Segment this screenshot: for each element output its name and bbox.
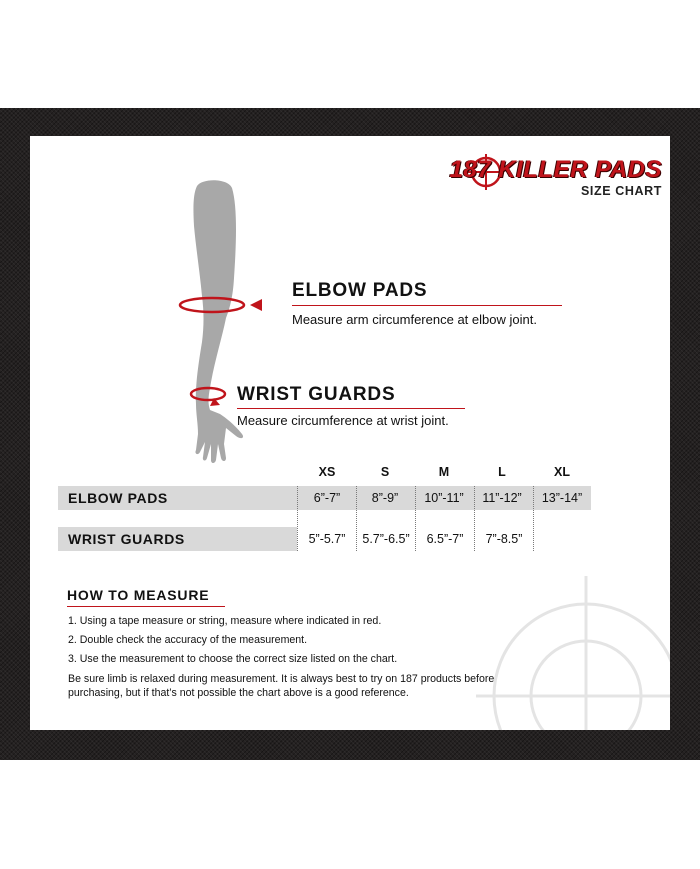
elbow-heading-rule [292,305,562,306]
table-cell: 6”-7” [313,491,341,505]
wrist-guards-instruction: Measure circumference at wrist joint. [237,413,449,428]
size-header-m: M [438,465,450,479]
measurement-note: Be sure limb is relaxed during measurement. It is always best to try on 187 products before purchasing, but if that’s not possible the chart above is a good reference. [68,673,495,699]
table-cell: 13”-14” [541,491,583,505]
table-cell: 5.7”-6.5” [356,527,416,551]
table-cell: 6.5”-7” [415,527,475,551]
brand-logo [449,156,662,202]
table-cell: 10”-11” [424,491,464,505]
column-divider [415,486,416,551]
chart-subtitle: SIZE CHART [581,184,662,198]
instruction-step: 1. Using a tape measure or string, measure where indicated in red. [68,615,382,627]
row-label-wrist: WRIST GUARDS [68,531,185,547]
table-cell: 11”-12” [482,491,522,505]
column-divider [297,486,298,551]
table-cell: 7”-8.5” [474,527,534,551]
size-header-s: S [380,465,390,479]
size-header-xl: XL [554,465,570,479]
table-cell: 8”-9” [371,491,399,505]
how-to-measure-heading: HOW TO MEASURE [67,587,210,603]
wrist-guards-heading: WRIST GUARDS [237,384,396,405]
wrist-heading-rule [237,408,465,409]
brand-name: 187 KILLER PADS [449,156,662,183]
elbow-pads-instruction: Measure arm circumference at elbow joint. [292,312,537,327]
row-label-elbow: ELBOW PADS [68,490,168,506]
size-chart-panel [30,136,670,730]
how-to-heading-rule [67,606,225,607]
size-header-xs: XS [318,465,336,479]
column-divider [533,486,534,551]
table-cell: 5”-5.7” [297,527,357,551]
instruction-step: 2. Double check the accuracy of the measurement. [68,634,308,646]
size-header-l: L [498,465,506,479]
instruction-step: 3. Use the measurement to choose the correct size listed on the chart. [68,653,398,665]
column-divider [356,486,357,551]
elbow-pads-heading: ELBOW PADS [292,280,428,301]
crosshair-watermark-icon [476,576,670,730]
column-divider [474,486,475,551]
